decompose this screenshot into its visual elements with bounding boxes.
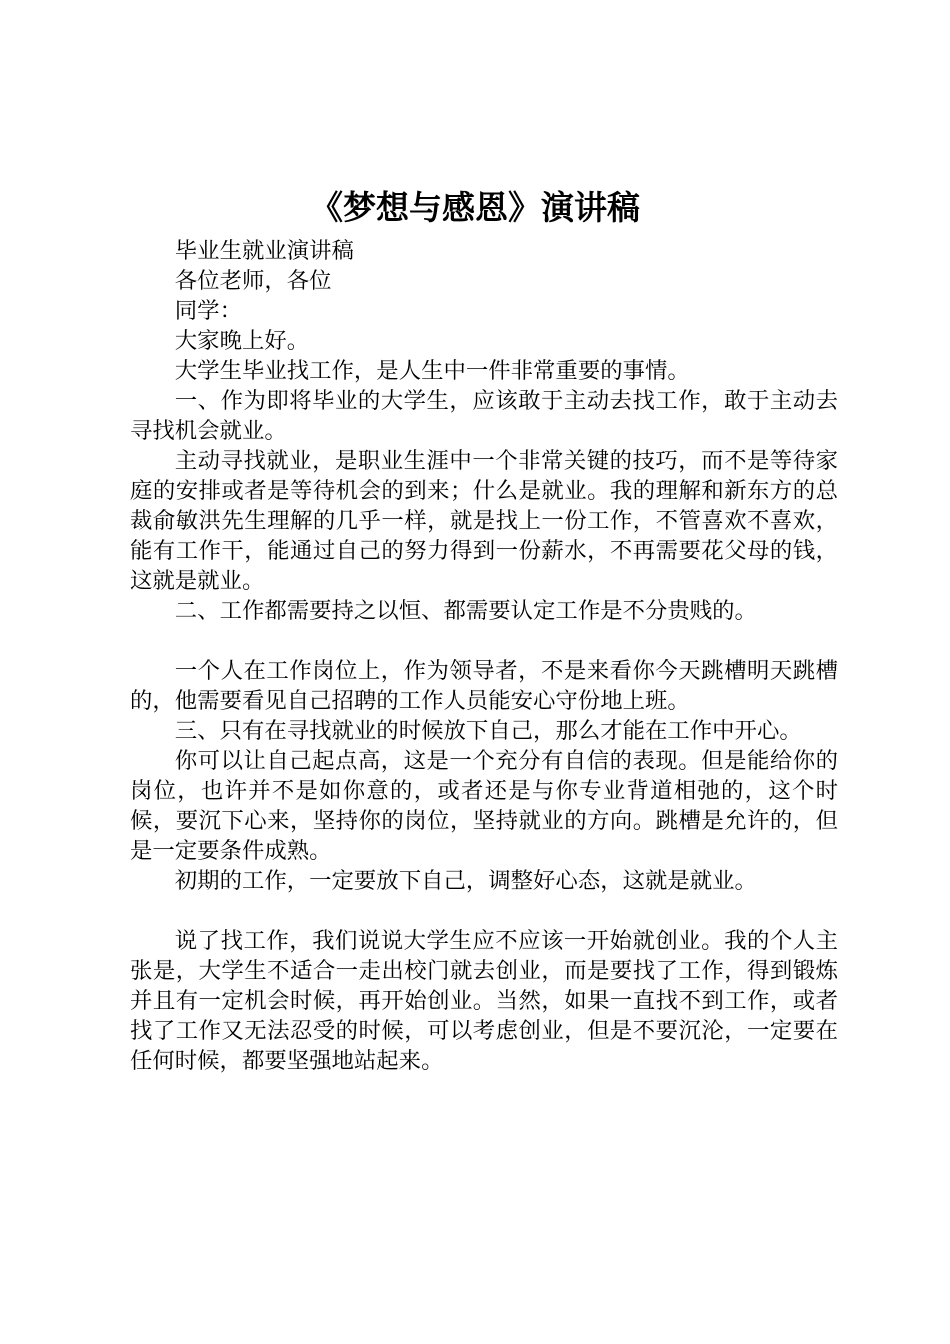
paragraph: 一个人在工作岗位上，作为领导者，不是来看你今天跳槽明天跳槽的，他需要看见自己招聘的工作人员能安心守份地上班。: [130, 658, 838, 714]
paragraph: 各位老师，各位: [174, 268, 332, 294]
paragraph: 初期的工作，一定要放下自己，调整好心态，这就是就业。: [174, 868, 757, 894]
document-body: [130, 236, 838, 1076]
paragraph: 大家晚上好。: [174, 328, 310, 354]
paragraph: 大学生毕业找工作，是人生中一件非常重要的事情。: [174, 358, 690, 384]
document-title: 《梦想与感恩》演讲稿: [310, 188, 640, 227]
paragraph: 三、只有在寻找就业的时候放下自己，那么才能在工作中开心。: [174, 718, 802, 744]
paragraph: 你可以让自己起点高，这是一个充分有自信的表现。但是能给你的岗位，也许并不是如你意的，或者还是与你专业背道相弛的，这个时候，要沉下心来，坚持你的岗位，坚持就业的方向。跳槽是允许的，但是一定要条件成熟。: [130, 748, 838, 864]
paragraph: 二、工作都需要持之以恒、都需要认定工作是不分贵贱的。: [174, 598, 757, 624]
paragraph: 主动寻找就业，是职业生涯中一个非常关键的技巧，而不是等待家庭的安排或者是等待机会的到来；什么是就业。我的理解和新东方的总裁俞敏洪先生理解的几乎一样，就是找上一份工作，不管喜欢不喜欢，能有工作干，能通过自己的努力得到一份薪水，不再需要花父母的钱，这就是就业。: [130, 448, 838, 594]
paragraph: 说了找工作，我们说说大学生应不应该一开始就创业。我的个人主张是，大学生不适合一走出校门就去创业，而是要找了工作，得到锻炼并且有一定机会时候，再开始创业。当然，如果一直找不到工作，或者找了工作又无法忍受的时候，可以考虑创业，但是不要沉沦，一定要在任何时候，都要坚强地站起来。: [130, 928, 838, 1074]
paragraph: 毕业生就业演讲稿: [174, 238, 354, 264]
paragraph: 一、作为即将毕业的大学生，应该敢于主动去找工作，敢于主动去寻找机会就业。: [130, 388, 838, 444]
paragraph: 同学：: [174, 298, 242, 324]
